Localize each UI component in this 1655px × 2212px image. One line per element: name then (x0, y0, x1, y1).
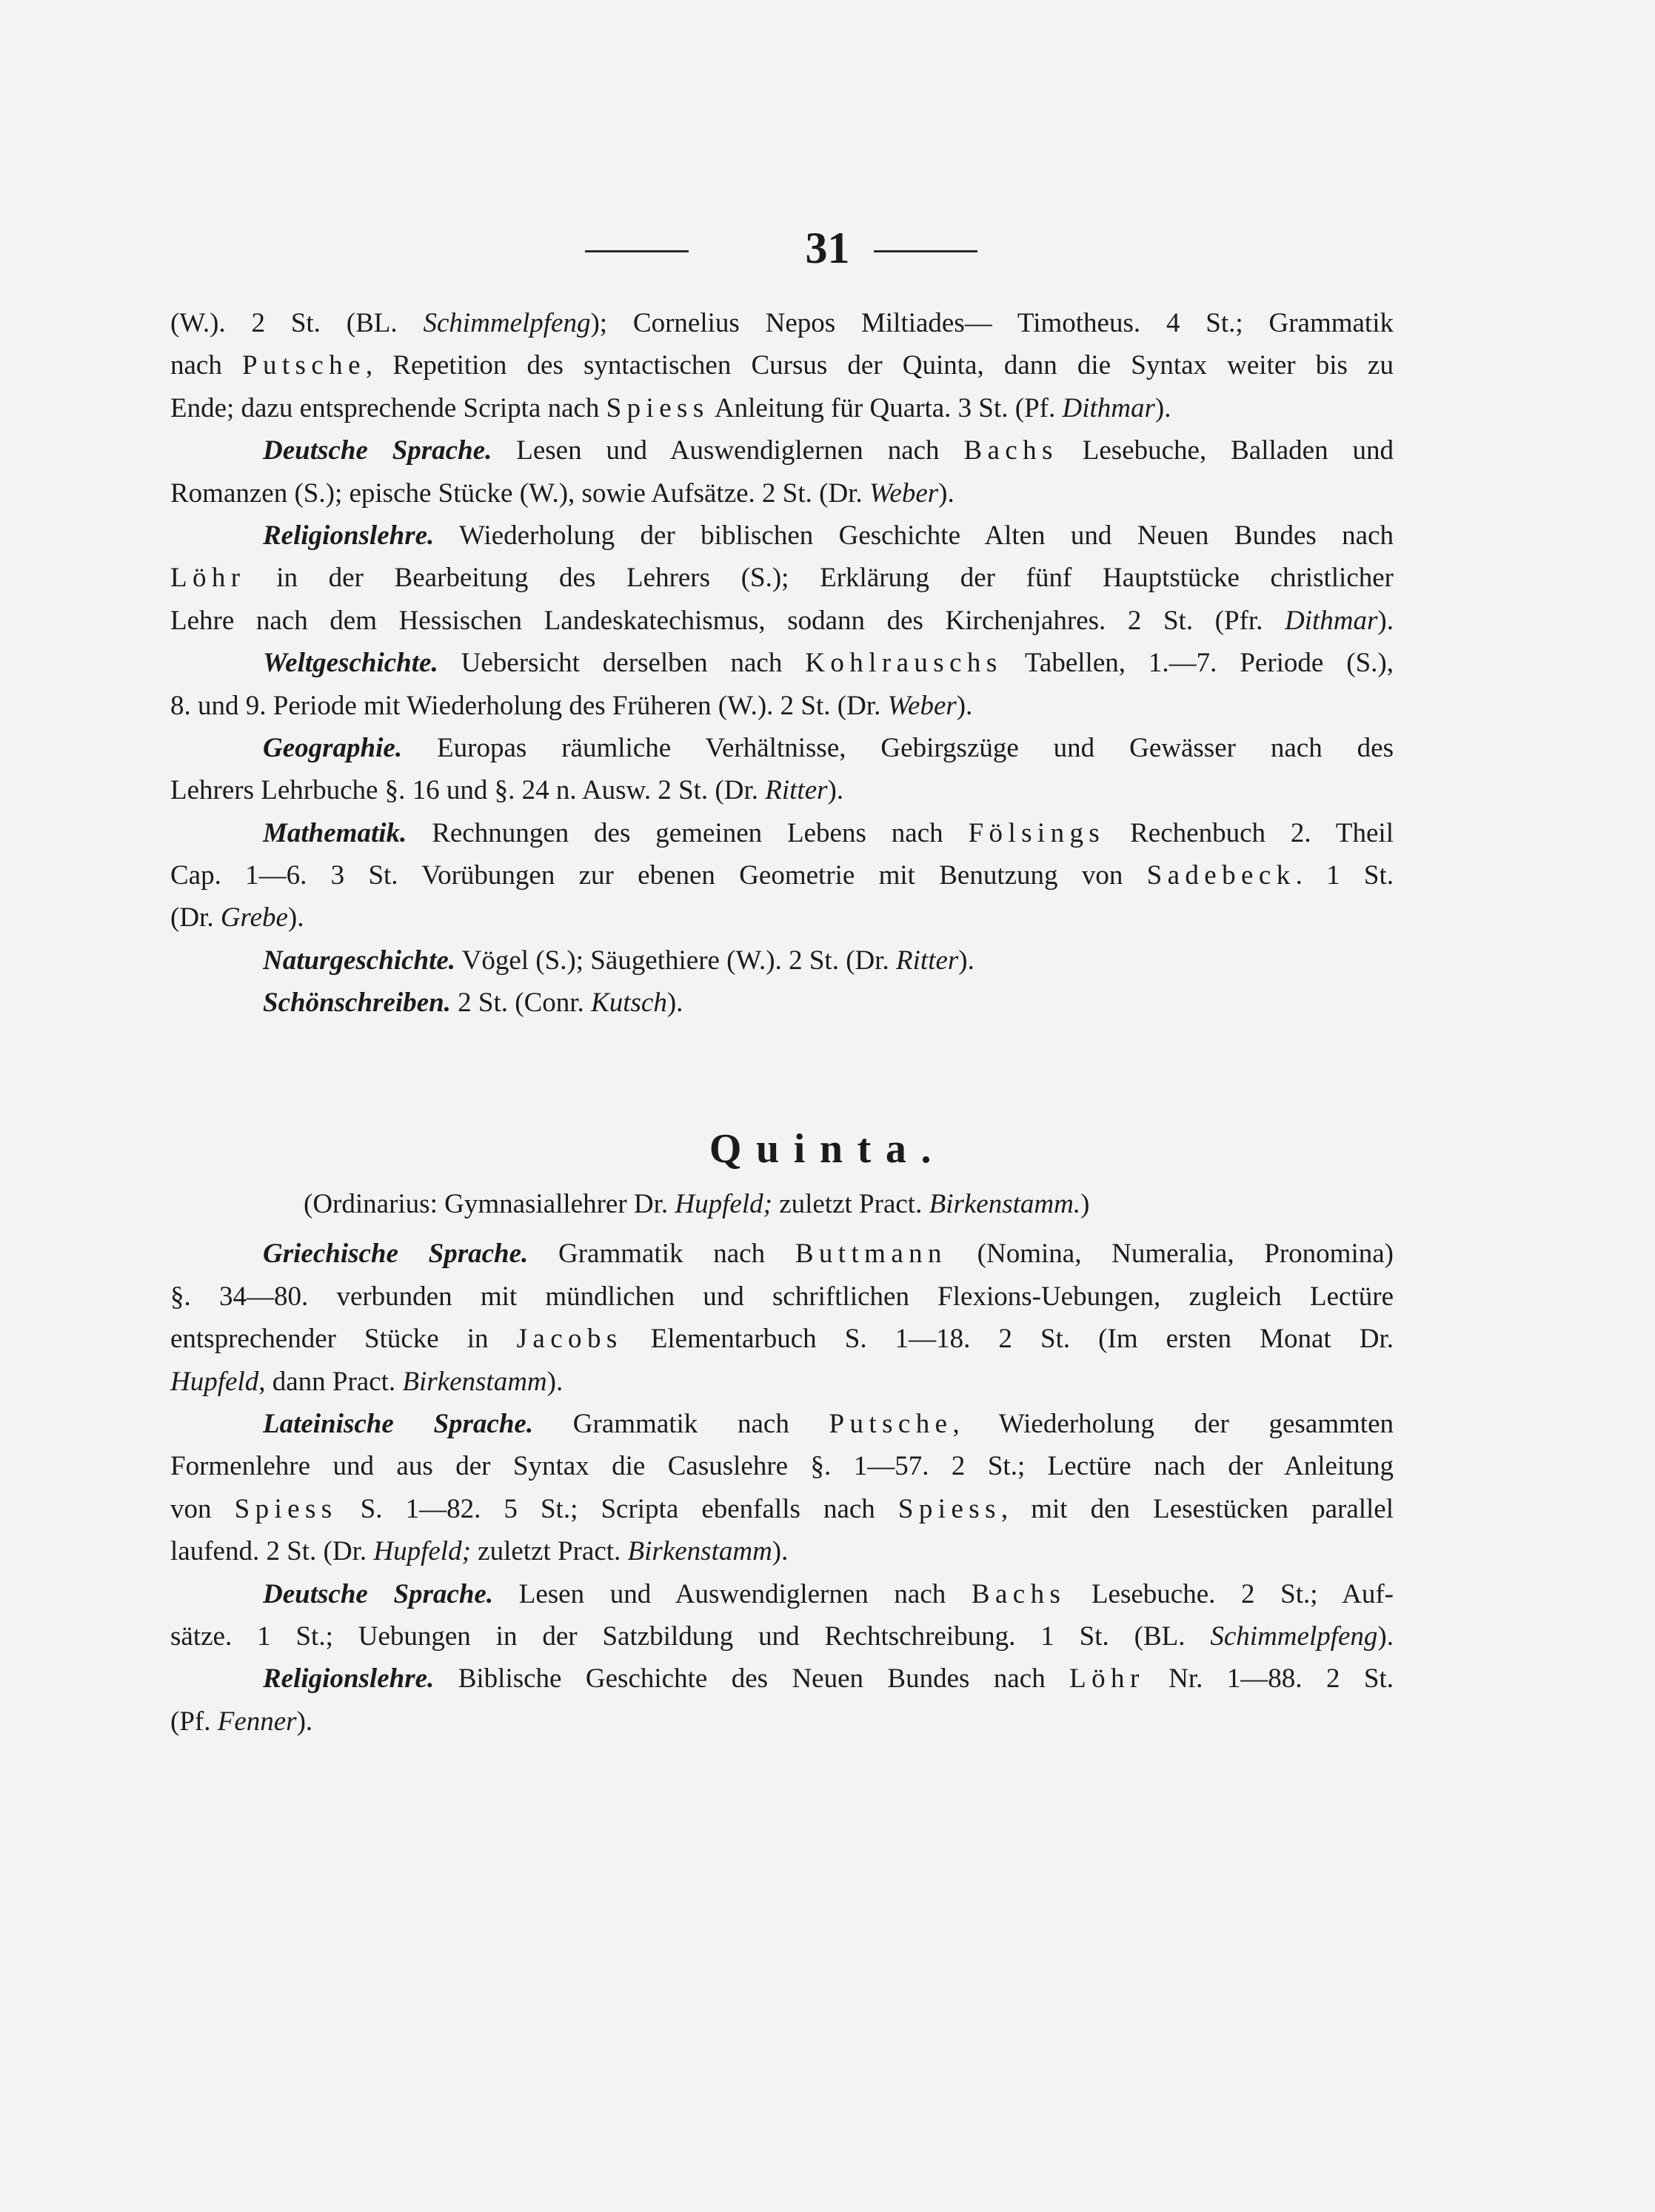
text-run: entsprechender Stücke in (170, 1324, 517, 1355)
text-run: ). (958, 945, 974, 976)
subject-label: Deutsche Sprache. (263, 1578, 494, 1609)
text-run: , mit den Lesestücken parallel (1000, 1493, 1394, 1524)
text-run: (W.). 2 St. (BL. (170, 308, 424, 338)
text-run: von (170, 1493, 235, 1524)
teacher-name: Hupfeld (170, 1366, 259, 1397)
subject-label: Griechische Sprache. (263, 1239, 529, 1270)
text-line (170, 1445, 1394, 1487)
teacher-name: Schimmelpfeng (423, 308, 591, 338)
text-line (170, 1573, 1394, 1615)
section-quinta (170, 1183, 1394, 1743)
text-run: Nr. 1—88. 2 St. (1144, 1663, 1394, 1695)
text-line (170, 302, 1394, 344)
text-run: Europas räumliche Verhältnisse, Gebirgszüge und Gewässer nach des (402, 732, 1394, 763)
text-run: 2 St. (Conr. (450, 988, 592, 1019)
text-line (170, 1233, 1394, 1275)
text-line (170, 429, 1394, 472)
text-line (170, 344, 1394, 386)
text-run: ). (546, 1366, 564, 1397)
teacher-name: Weber (869, 477, 939, 509)
text-run: Ende; dazu entsprechende Scripta nach (170, 392, 606, 423)
text-line (170, 1318, 1394, 1360)
teacher-name: Birkenstamm (402, 1366, 547, 1397)
text-run: Rechnungen des gemeinen Lebens nach (407, 817, 969, 848)
text-line (170, 727, 1394, 769)
text-run: , dann Pract. (258, 1366, 403, 1397)
teacher-name: Hupfeld; (373, 1536, 471, 1567)
page-number: 31 (805, 224, 850, 272)
text-line (170, 1615, 1394, 1658)
subject-label: Schönschreiben. (263, 988, 451, 1019)
text-run: 8. und 9. Periode mit Wiederholung des Früheren (W.). 2 St. (Dr. (170, 690, 888, 721)
text-run: ). (1377, 1621, 1394, 1652)
text-line (170, 387, 1394, 429)
teacher-name: Schimmelpfeng (1210, 1621, 1378, 1652)
text-run: . 1 St. (1295, 860, 1394, 891)
text-run: ). (772, 1536, 789, 1567)
section-quarta-continued (170, 302, 1394, 1025)
text-run: Uebersicht derselben nach (438, 648, 806, 679)
author-name: Löhr (170, 563, 246, 594)
text-run: Lesen und Auswendiglernen nach (492, 435, 964, 466)
text-line (170, 1658, 1394, 1700)
text-line (170, 642, 1394, 684)
page-number-rule-right (874, 250, 977, 252)
author-name: Putsche (829, 1408, 953, 1439)
text-run: §. 34—80. verbunden mit mündlichen und schriftlichen Flexions-Uebungen, zugleich Lectüre (170, 1281, 1394, 1312)
text-run: ). (938, 477, 954, 509)
author-name: Spiess (606, 392, 709, 423)
text-line (170, 769, 1394, 811)
author-name: Sadebeck (1146, 860, 1296, 891)
author-name: Fölsings (968, 817, 1106, 848)
text-run: ). (1377, 605, 1394, 636)
teacher-name: Dithmar (1285, 605, 1378, 636)
text-run: (Pf. (170, 1706, 218, 1737)
text-run: (Ordinarius: Gymnasiallehrer Dr. (304, 1189, 675, 1219)
author-name: Spiess (897, 1493, 1001, 1524)
subject-label: Weltgeschichte. (263, 648, 438, 679)
text-line (170, 1403, 1394, 1445)
text-run: ). (956, 690, 973, 721)
text-run: Elementarbuch S. 1—18. 2 St. (Im ersten Monat Dr. (622, 1324, 1394, 1355)
text-line (170, 854, 1394, 896)
text-run: in der Bearbeitung des Lehrers (S.); Erklärung der fünf Hauptstücke christlicher (245, 563, 1394, 594)
teacher-name: Hupfeld; (675, 1189, 772, 1219)
text-run: sätze. 1 St.; Uebungen in der Satzbildung und Rechtschreibung. 1 St. (BL. (170, 1621, 1211, 1652)
text-line (170, 1276, 1394, 1318)
author-name: Bachs (963, 435, 1058, 466)
author-name: Spiess (234, 1493, 338, 1524)
subject-label: Mathematik. (263, 817, 407, 848)
text-run: Vögel (S.); Säugethiere (W.). 2 St. (Dr. (455, 945, 897, 976)
text-run: laufend. 2 St. (Dr. (170, 1536, 374, 1567)
text-line (170, 685, 1394, 727)
text-line (170, 1700, 1394, 1743)
text-run: zuletzt Pract. (772, 1189, 929, 1219)
text-run: ). (666, 988, 683, 1019)
teacher-name: Ritter (765, 775, 828, 806)
teacher-name: Dithmar (1062, 392, 1155, 423)
teacher-name: Weber (887, 690, 957, 721)
text-line (170, 472, 1394, 515)
text-line (170, 557, 1394, 599)
text-line (170, 982, 1394, 1024)
subject-label: Deutsche Sprache. (263, 435, 492, 466)
teacher-name: Kutsch (591, 988, 667, 1019)
text-run: Grammatik nach (533, 1408, 829, 1439)
author-name: Kohlrauschs (805, 648, 1003, 679)
subject-label: Geographie. (263, 732, 403, 763)
text-run: ). (296, 1706, 313, 1737)
text-run: ). (827, 775, 844, 806)
teacher-name: Birkenstamm (627, 1536, 772, 1567)
text-run: (Dr. (170, 902, 221, 934)
section-heading-quinta: Quinta. (709, 1126, 946, 1172)
text-run: Grammatik nach (528, 1239, 795, 1270)
text-run: Anleitung für Quarta. 3 St. (Pf. (709, 392, 1063, 423)
text-run: Formenlehre und aus der Syntax die Casuslehre §. 1—57. 2 St.; Lectüre nach der Anleitung (170, 1451, 1394, 1482)
text-line (170, 1361, 1394, 1403)
text-line (170, 1488, 1394, 1530)
author-name: Buttmann (795, 1239, 947, 1270)
text-run: Lehre nach dem Hessischen Landeskatechismus, sodann des Kirchenjahres. 2 St. (Pfr. (170, 605, 1285, 636)
teacher-name: Birkenstamm. (929, 1189, 1081, 1219)
text-run: ). (287, 902, 304, 934)
text-run: , Wiederholung der gesammten (952, 1408, 1394, 1439)
text-run: Lesebuche. 2 St.; Auf- (1066, 1578, 1394, 1609)
text-run: Biblische Geschichte des Neuen Bundes nach (434, 1663, 1070, 1695)
teacher-name: Grebe (220, 902, 288, 934)
text-run: Lesen und Auswendiglernen nach (493, 1578, 972, 1609)
text-run: S. 1—82. 5 St.; Scripta ebenfalls nach (337, 1493, 898, 1524)
text-line (170, 812, 1394, 854)
text-run: , Repetition des syntactischen Cursus der Quinta, dann die Syntax weiter bis zu (365, 350, 1394, 381)
text-run: Lesebuche, Balladen und (1057, 435, 1394, 466)
teacher-name: Fenner (217, 1706, 297, 1737)
text-line (170, 600, 1394, 642)
subject-label: Lateinische Sprache. (263, 1408, 534, 1439)
text-run: Tabellen, 1.—7. Periode (S.), (1002, 648, 1394, 679)
text-run: zuletzt Pract. (470, 1536, 628, 1567)
author-name: Putsche (241, 350, 366, 381)
teacher-name: Ritter (896, 945, 959, 976)
subject-label: Naturgeschichte. (263, 945, 456, 976)
subject-label: Religionslehre. (263, 1663, 435, 1695)
ordinarius-line (170, 1183, 1394, 1225)
author-name: Jacobs (516, 1324, 623, 1355)
author-name: Bachs (971, 1578, 1066, 1609)
text-run: ) (1080, 1189, 1090, 1219)
text-run: ); Cornelius Nepos Miltiades— Timotheus. 4 St.; Grammatik (590, 308, 1394, 338)
text-line (170, 939, 1394, 982)
text-line (170, 515, 1394, 557)
text-run: Romanzen (S.); epische Stücke (W.), sowie Aufsätze. 2 St. (Dr. (170, 477, 869, 509)
text-run: (Nomina, Numeralia, Pronomina) (946, 1239, 1394, 1270)
author-name: Löhr (1069, 1663, 1145, 1695)
text-line (170, 1530, 1394, 1572)
subject-label: Religionslehre. (263, 520, 435, 551)
text-run: Cap. 1—6. 3 St. Vorübungen zur ebenen Geometrie mit Benutzung von (170, 860, 1147, 891)
text-run: Rechenbuch 2. Theil (1105, 817, 1394, 848)
text-run: Wiederholung der biblischen Geschichte Alten und Neuen Bundes nach (434, 520, 1394, 551)
text-line (170, 896, 1394, 939)
text-run: Lehrers Lehrbuche §. 16 und §. 24 n. Ausw. 2 St. (Dr. (170, 775, 766, 806)
text-run: ). (1154, 392, 1171, 423)
text-run: nach (170, 350, 242, 381)
